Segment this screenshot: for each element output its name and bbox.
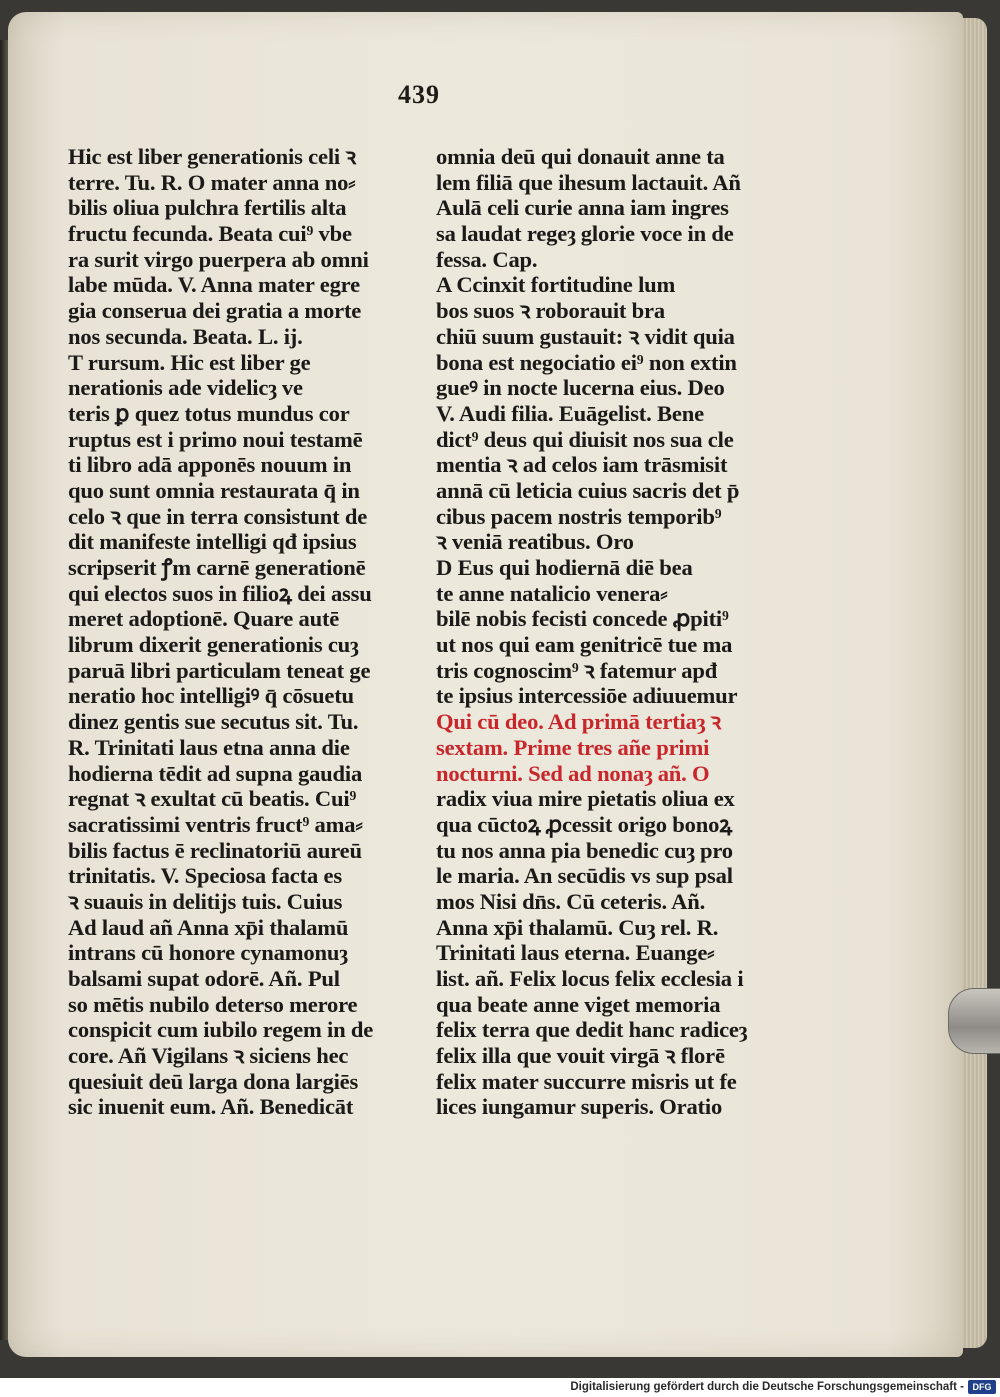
text-line: Anna xp̄i thalamū. Cuȝ rel. R.: [436, 914, 719, 940]
text-line: cibus pacem nostris temporib⁹: [436, 503, 722, 529]
text-line: le maria. An secūdis vs sup psal: [436, 863, 733, 889]
text-line: ruptus est i primo noui testamē: [68, 426, 363, 452]
text-line: tris cognoscim⁹ ꝛ fatemur apđ: [436, 657, 718, 683]
text-line: quo sunt omnia restaurata q̄ in: [68, 477, 360, 503]
text-line: list. añ. Felix locus felix ecclesia i: [436, 966, 744, 991]
text-line: omnia deū qui donauit anne ta: [436, 144, 725, 169]
text-line: quesiuit deū larga dona largiēs: [68, 1068, 359, 1094]
right-text-column: [436, 144, 781, 1120]
text-line: te anne natalicio venera⸗: [436, 580, 668, 606]
left-text-column: [68, 144, 413, 1120]
text-line: mentia ꝛ ad celos iam trāsmisit: [436, 452, 728, 478]
page-number: 439: [398, 80, 440, 109]
text-line: ut nos qui eam genitricē tue ma: [436, 632, 733, 658]
text-line: radix viua mire pietatis oliua ex: [436, 786, 735, 812]
text-line: Ad laud añ Anna xp̄i thalamū: [68, 914, 349, 940]
text-line: ti libro adā apponēs nouum in: [68, 452, 352, 478]
text-line: teris ꝑ quez totus mundus cor: [68, 400, 350, 426]
text-line: regnat ꝛ exultat cū beatis. Cui⁹: [68, 786, 357, 812]
text-line: chiū suum gustauit: ꝛ vidit quia: [436, 323, 735, 349]
text-line: balsami supat odorē. Añ. Pul: [68, 966, 340, 991]
text-line: qua beate anne viget memoria: [436, 991, 721, 1017]
text-line: bona est negociatio ei⁹ non extin: [436, 349, 737, 375]
text-line: te ipsius intercessiōe adiuuemur: [436, 683, 738, 709]
text-line: V. Audi filia. Euāgelist. Bene: [436, 400, 704, 426]
text-line: meret adoptionē. Quare autē: [68, 606, 340, 632]
text-line: sextam. Prime tres añe primi: [436, 734, 710, 760]
text-line: terre. Tu. R. O mater anna no⸗: [68, 169, 356, 195]
text-line: Qui cū deo. Ad primā tertiaȝ ꝛ: [436, 709, 721, 735]
text-line: celo ꝛ que in terra consistunt de: [68, 503, 368, 529]
text-line: D Eus qui hodiernā diē bea: [436, 555, 693, 580]
text-line: intrans cū honore cynamonuȝ: [68, 940, 348, 966]
text-line: fructu fecunda. Beata cui⁹ vbe: [68, 221, 352, 247]
text-line: neratio hoc intelligiꝰ q̄ cōsuetu: [68, 683, 354, 709]
text-line: ra surit virgo puerpera ab omni: [68, 246, 369, 272]
footer-credit: Digitalisierung gefördert durch die Deutsche Forschungsgemeinschaft -: [570, 1381, 964, 1393]
dfg-logo: DFG: [968, 1380, 996, 1394]
text-line: lices iungamur superis. Oratio: [436, 1094, 723, 1120]
text-line: nos secunda. Beata. L. ij.: [68, 323, 303, 349]
text-line: hodierna tēdit ad supna gaudia: [68, 760, 363, 786]
text-line: mos Nisi dn̄s. Cū ceteris. Añ.: [436, 888, 706, 914]
text-line: gueꝰ in nocte lucerna eius. Deo: [436, 375, 725, 401]
text-line: core. Añ Vigilans ꝛ siciens hec: [68, 1043, 349, 1069]
text-line: R. Trinitati laus etna anna die: [68, 734, 350, 760]
text-line: librum dixerit generationis cuȝ: [68, 632, 359, 658]
text-line: ꝛ veniā reatibus. Oro: [436, 529, 634, 555]
text-line: bilis factus ē reclinatoriū aureū: [68, 837, 362, 863]
text-line: bilē nobis fecisti concede ꝓpiti⁹: [436, 606, 729, 632]
text-line: nocturni. Sed ad nonaȝ añ. O: [436, 760, 710, 786]
text-line: tu nos anna pia benedic cuȝ pro: [436, 837, 733, 863]
text-line: lem filiā que ihesum lactauit. Añ: [436, 169, 741, 195]
text-line: conspicit cum iubilo regem in de: [68, 1017, 374, 1043]
text-line: qua cūctoꝝ ꝓcessit origo bonoꝝ: [436, 811, 733, 837]
text-line: Hic est liber generationis celi ꝛ: [68, 144, 356, 169]
text-line: sacratissimi ventris fruct⁹ ama⸗: [68, 811, 363, 837]
text-line: labe mūda. V. Anna mater egre: [68, 272, 360, 298]
text-line: felix illa que vouit virgā ꝛ florē: [436, 1043, 725, 1069]
text-line: dit manifeste intelligi qđ ipsius: [68, 529, 357, 555]
text-line: fessa. Cap.: [436, 246, 538, 272]
text-line: bilis oliua pulchra fertilis alta: [68, 195, 347, 221]
text-line: ꝛ suauis in delitijs tuis. Cuius: [68, 888, 343, 914]
text-line: dinez gentis sue secutus sit. Tu.: [68, 709, 359, 735]
text-line: gia conserua dei gratia a morte: [68, 298, 362, 324]
text-line: felix terra que dedit hanc radiceȝ: [436, 1017, 748, 1043]
text-line: A Ccinxit fortitudine lum: [436, 272, 676, 298]
text-line: annā cū leticia cuius sacris det p̄: [436, 477, 740, 503]
text-line: qui electos suos in filioꝝ dei assu: [68, 580, 372, 606]
text-line: scripserit ꝭm carnē generationē: [68, 555, 366, 580]
text-line: Trinitati laus eterna. Euange⸗: [436, 940, 715, 966]
text-line: so mētis nubilo deterso merore: [68, 991, 358, 1017]
text-line: dict⁹ deus qui diuisit nos sua cle: [436, 426, 734, 452]
text-line: Aulā celi curie anna iam ingres: [436, 195, 729, 221]
text-line: nerationis ade videlicȝ ve: [68, 375, 303, 401]
text-line: paruā libri particulam teneat ge: [68, 657, 371, 683]
text-line: bos suos ꝛ roborauit bra: [436, 298, 665, 324]
text-line: trinitatis. V. Speciosa facta es: [68, 863, 342, 889]
page-clip: [948, 988, 1000, 1054]
text-line: sa laudat regeȝ glorie voce in de: [436, 221, 734, 247]
text-line: T rursum. Hic est liber ge: [68, 349, 311, 375]
text-line: felix mater succurre misris ut fe: [436, 1068, 737, 1094]
text-line: sic inuenit eum. Añ. Benedicāt: [68, 1094, 354, 1120]
